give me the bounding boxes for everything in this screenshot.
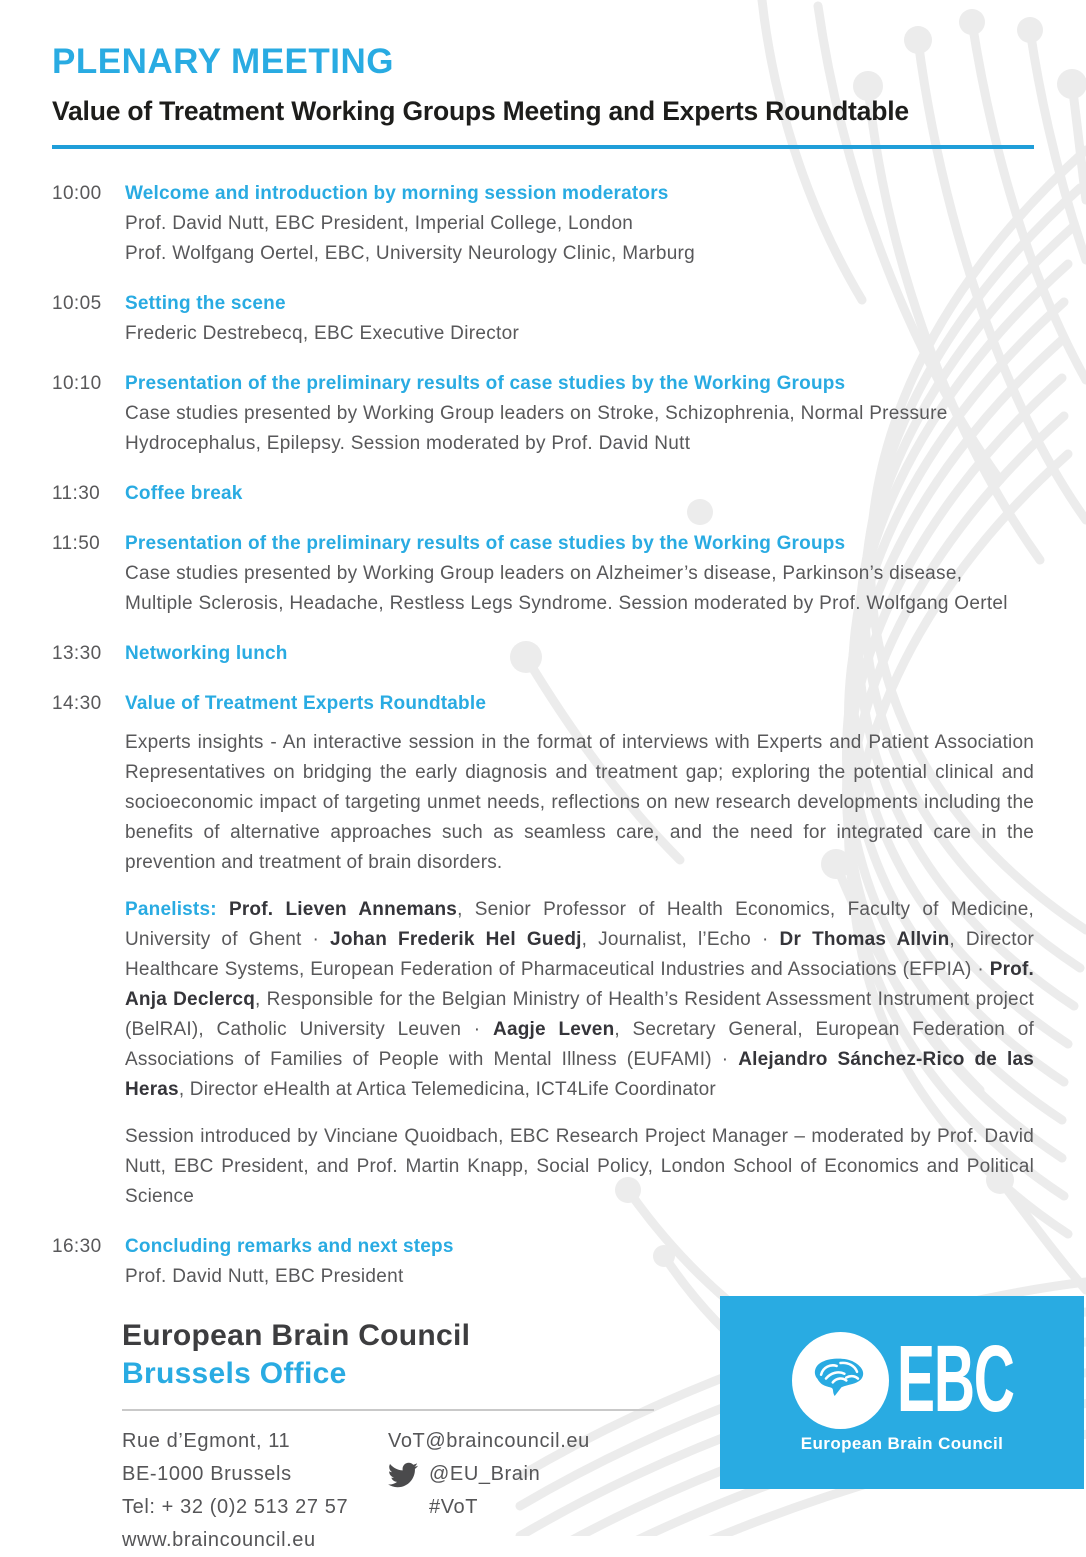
agenda-item-title: Concluding remarks and next steps [125,1236,454,1258]
address-line2: BE-1000 Brussels [122,1463,292,1486]
agenda-item-title: Networking lunch [125,643,288,665]
agenda-item-detail: Prof. David Nutt, EBC President, Imperial College, London [125,213,634,235]
twitter-handle[interactable]: @EU_Brain [429,1463,541,1486]
paragraph-text: Session introduced by Vinciane Quoidbach, EBC Research Project Manager – moderated by Prof. David Nutt, EBC President, and Prof. Martin Knapp, Social Policy, London School of Economics and Political Science [125,1126,1034,1208]
agenda-item-content [125,369,1034,459]
agenda-item-content [125,179,1034,269]
org-name: European Brain Council [122,1319,471,1353]
agenda-item-title: Welcome and introduction by morning session moderators [125,183,669,205]
agenda [52,179,1034,1292]
agenda-time: 11:50 [52,533,101,555]
agenda-item-detail: Frederic Destrebecq, EBC Executive Director [125,323,520,345]
paragraph-label: Panelists: [125,899,229,921]
agenda-item-content [125,689,1034,1212]
paragraph-text: Dr Thomas Allvin [779,929,950,951]
agenda-item-title: Presentation of the preliminary results of case studies by the Working Groups [125,533,846,555]
agenda-time: 16:30 [52,1236,102,1258]
paragraph-text: Prof. Lieven Annemans [228,899,458,921]
agenda-time: 10:10 [52,373,102,395]
agenda-item [52,689,1034,1212]
paragraph-text: Experts insights - An interactive session in the format of interviews with Experts and Patient Association Representatives on bridging the early diagnosis and treatment gap; exploring the potential clinical and socioeconomic impact of targeting unmet needs, reflections on new research developments including the benefits of alternative approaches such as seamless care, and the need for integrated care in the prevention and treatment of brain disorders. [125,732,1034,874]
agenda-item-paragraph [125,728,1034,878]
agenda-item-detail: Case studies presented by Working Group leaders on Stroke, Schizophrenia, Normal Pressure Hydrocephalus, Epilepsy. Session moderated by Prof. David Nutt [125,403,948,455]
paragraph-text: Prof. Anja Declercq [125,959,1034,1011]
agenda-item [52,179,1034,269]
agenda-item-content [125,289,1034,349]
paragraph-text: Alejandro Sánchez-Rico de las Heras [125,1049,1034,1101]
ebc-logo [720,1296,1084,1489]
agenda-item [52,1232,1034,1292]
paragraph-text: , Senior Professor of Health Economics, Faculty of Medicine, University of Ghent · [125,899,1034,951]
footer-divider [122,1409,654,1411]
agenda-item-title: Presentation of the preliminary results of case studies by the Working Groups [125,373,846,395]
website-link[interactable]: www.braincouncil.eu [122,1529,316,1552]
agenda-item-title: Value of Treatment Experts Roundtable [125,693,487,715]
paragraph-text: , Secretary General, European Federation of Associations of Families of People with Mental Illness (EUFAMI) · [125,1019,1034,1071]
agenda-item-content [125,479,1034,509]
brain-icon [792,1332,889,1429]
agenda-item-title: Setting the scene [125,293,286,315]
agenda-time: 14:30 [52,693,102,715]
agenda-item-content [125,529,1034,619]
event-hashtag: #VoT [429,1496,479,1519]
address-column [122,1425,388,1557]
social-column [388,1425,590,1557]
agenda-item-detail: Prof. Wolfgang Oertel, EBC, University Neurology Clinic, Marburg [125,243,696,265]
title-divider [52,145,1034,149]
paragraph-text: Johan Frederik Hel Guedj [330,929,582,951]
agenda-item-content [125,639,1034,669]
header [52,44,1034,149]
page-title: PLENARY MEETING [52,42,394,81]
agenda-time: 11:30 [52,483,101,505]
twitter-icon [388,1460,418,1490]
ebc-logo-row [792,1326,1014,1433]
agenda-item [52,479,1034,509]
agenda-item-detail: Case studies presented by Working Group leaders on Alzheimer’s disease, Parkinson’s disease, Multiple Sclerosis, Headache, Restless Legs Syndrome. Session moderated by Prof. Wolfgang Oertel [125,563,1008,615]
office-name: Brussels Office [122,1357,347,1391]
agenda-time: 10:05 [52,293,102,315]
address-line1: Rue d’Egmont, 11 [122,1430,291,1453]
ebc-logo-caption: European Brain Council [800,1433,1004,1453]
agenda-item-content [125,1232,1034,1292]
agenda-item-title: Coffee break [125,483,243,505]
agenda-item [52,289,1034,349]
agenda-item-detail: Prof. David Nutt, EBC President [125,1266,404,1288]
paragraph-text: , Director eHealth at Artica Telemedicina, ICT4Life Coordinator [178,1079,716,1101]
paragraph-text: Aagje Leven [493,1019,615,1041]
agenda-item [52,369,1034,459]
agenda-time: 10:00 [52,183,102,205]
paragraph-text: , Responsible for the Belgian Ministry of Health’s Resident Assessment Instrument project (BelRAI), Catholic University Leuven · [125,989,1034,1041]
agenda-item [52,529,1034,619]
phone-number: Tel: + 32 (0)2 513 27 57 [122,1496,349,1519]
ebc-logo-acronym: EBC [897,1326,1014,1433]
paragraph-text: , Director Healthcare Systems, European Federation of Pharmaceutical Industries and Associations (EFPIA) · [125,929,1034,981]
agenda-item-paragraph [125,1122,1034,1212]
agenda-item [52,639,1034,669]
agenda-item-paragraph [125,895,1034,1105]
email-link[interactable]: VoT@braincouncil.eu [388,1430,590,1453]
page-subtitle: Value of Treatment Working Groups Meeting and Experts Roundtable [52,95,909,126]
agenda-time: 13:30 [52,643,102,665]
paragraph-text: , Journalist, l’Echo · [581,929,780,951]
